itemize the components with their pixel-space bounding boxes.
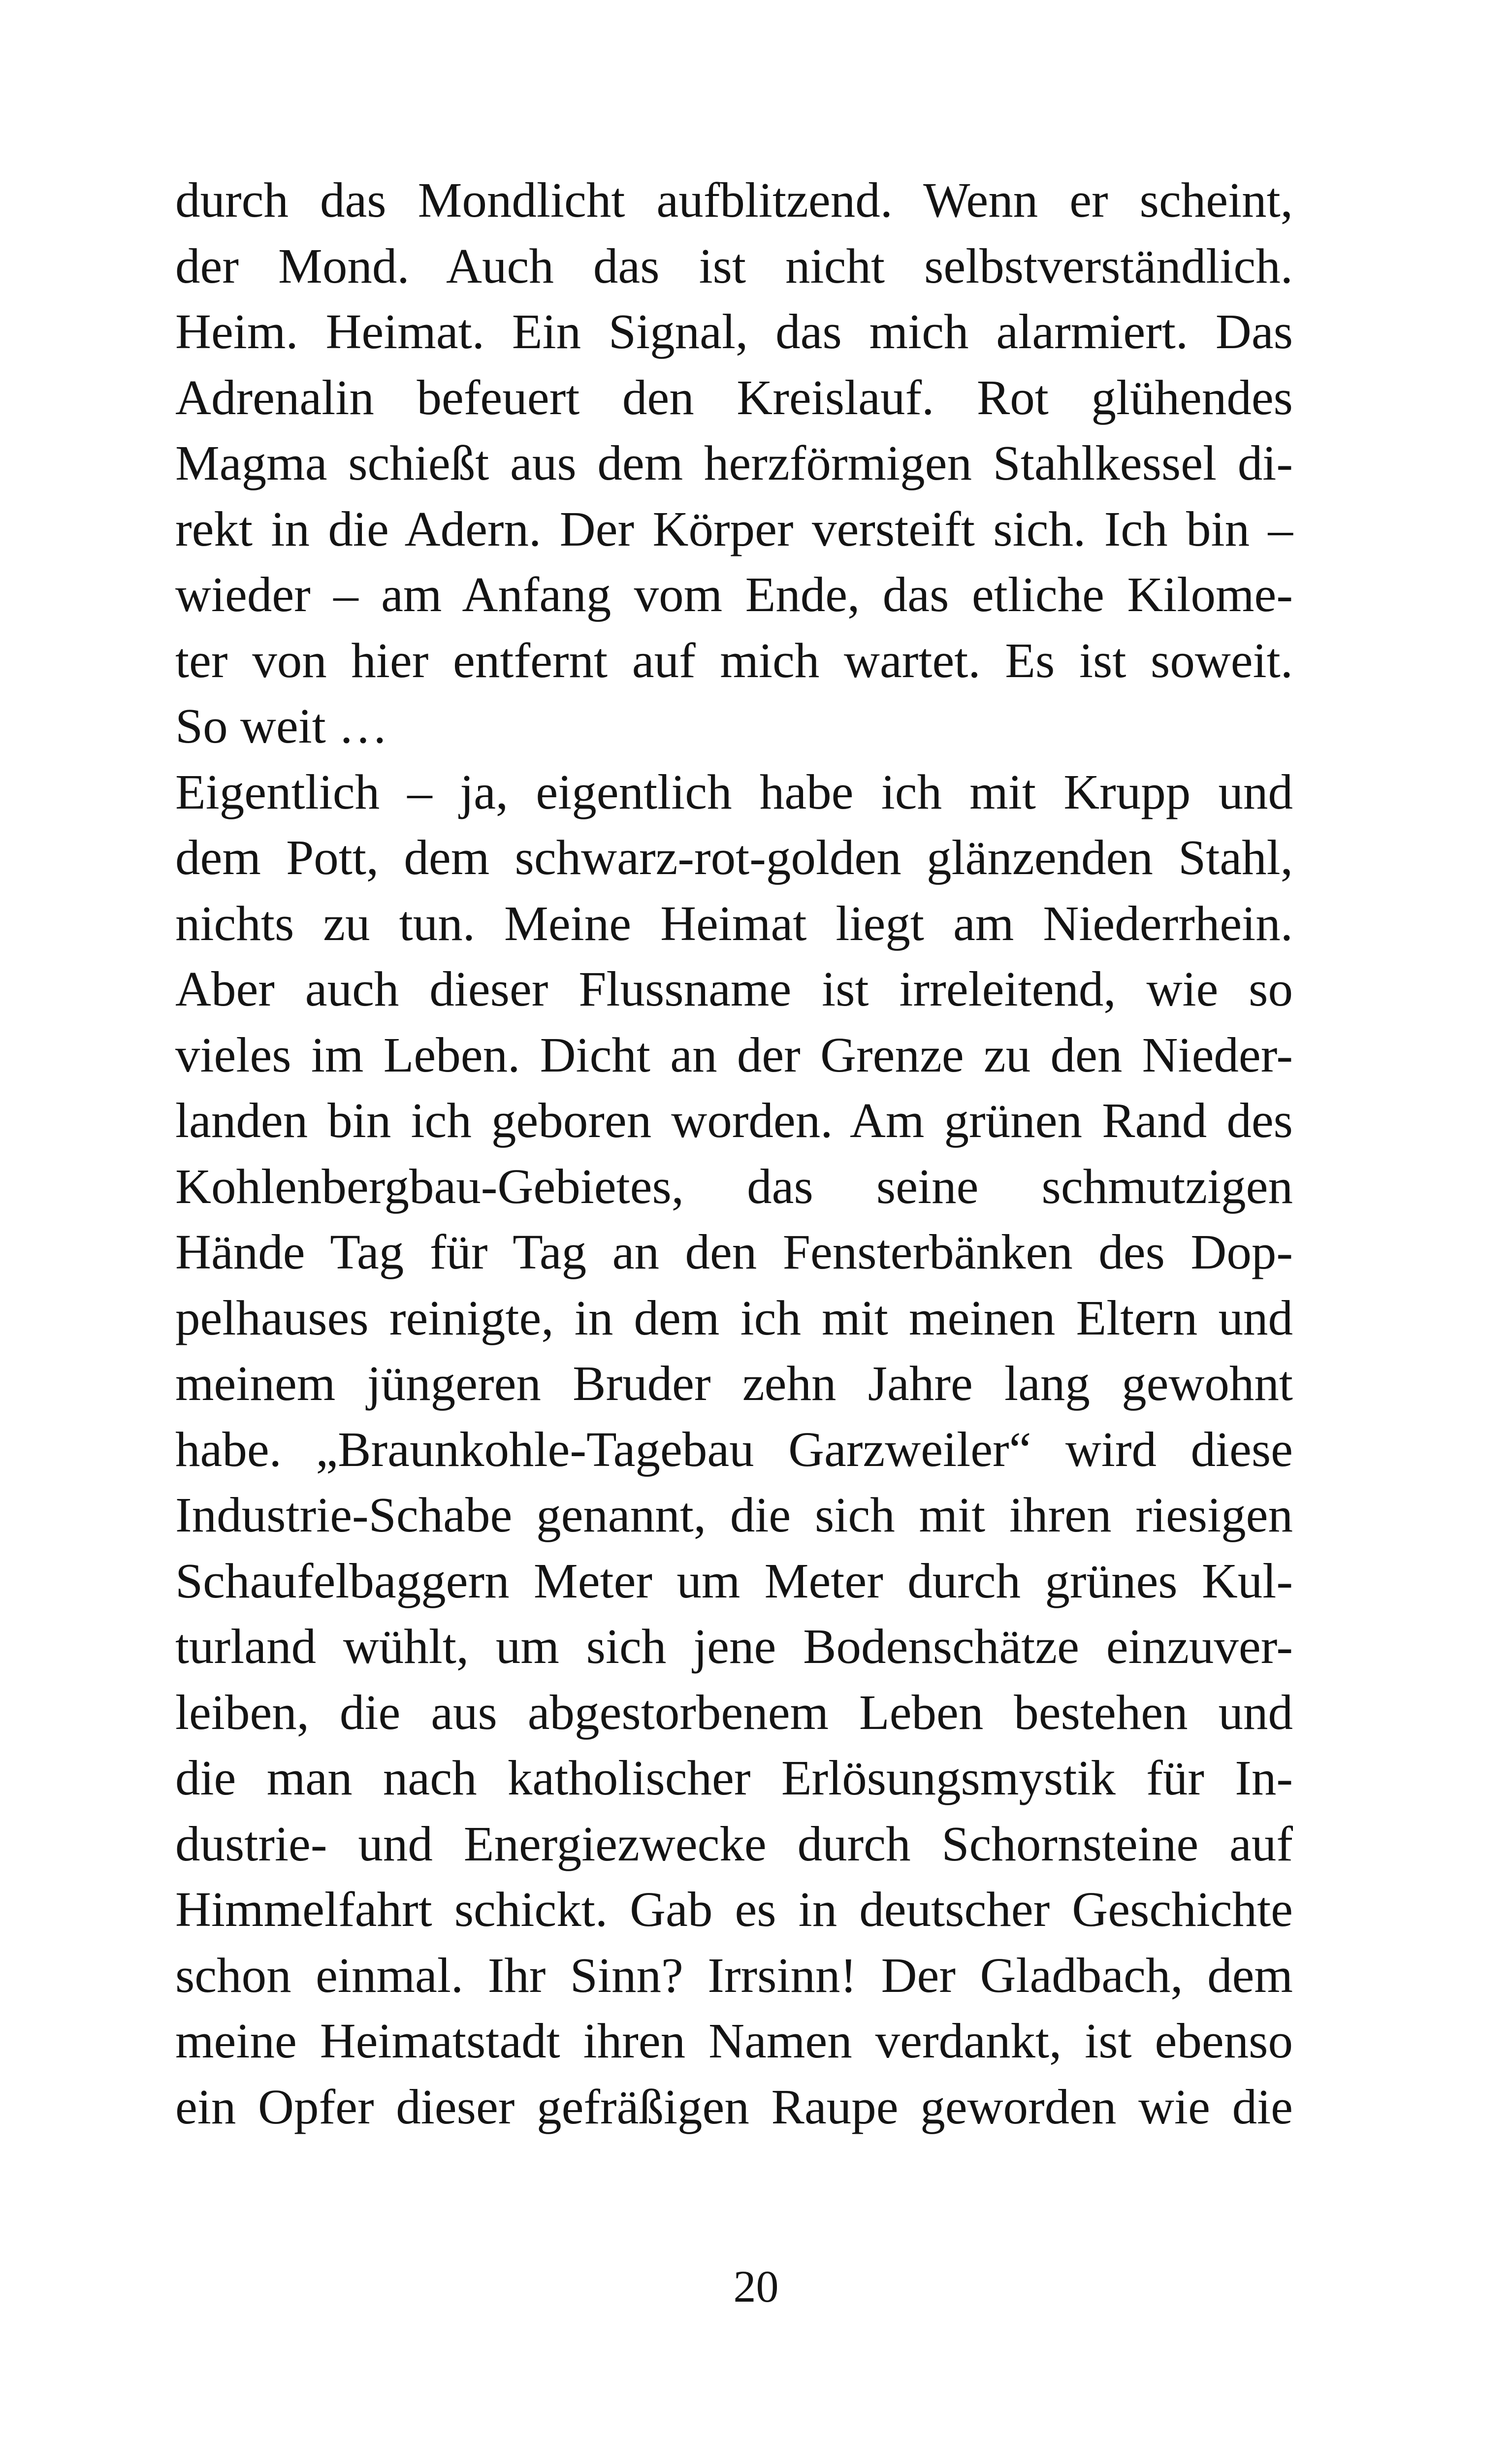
text-line: die man nach katholischer Erlösungsmystik für In- [175,1750,1293,1805]
text-line: So weit … [175,698,388,753]
text-line: dustrie- und Energiezwecke durch Schornsteine auf [175,1816,1293,1871]
page-number: 20 [733,2261,779,2312]
text-line: meinem jüngeren Bruder zehn Jahre lang gewohnt [175,1356,1293,1411]
text-line: Hände Tag für Tag an den Fensterbänken des Dop- [175,1224,1293,1279]
text-line: dem Pott, dem schwarz-rot-golden glänzenden Stahl, [175,830,1293,885]
text-line: nichts zu tun. Meine Heimat liegt am Niederrhein. [175,895,1293,951]
text-line: Adrenalin befeuert den Kreislauf. Rot glühendes [175,369,1293,425]
text-line: Aber auch dieser Flussname ist irreleitend, wie so [175,961,1293,1016]
text-line: vieles im Leben. Dicht an der Grenze zu den Nieder- [175,1027,1293,1082]
text-line: turland wühlt, um sich jene Bodenschätze einzuver- [175,1619,1293,1674]
text-line: wieder – am Anfang vom Ende, das etliche Kilome- [175,567,1293,622]
text-line: Schaufelbaggern Meter um Meter durch grünes Kul- [175,1553,1293,1608]
text-line: ein Opfer dieser gefräßigen Raupe geworden wie die [175,2079,1293,2134]
text-line: meine Heimatstadt ihren Namen verdankt, ist ebenso [175,2013,1293,2068]
text-line: rekt in die Adern. Der Körper versteift sich. Ich bin – [175,501,1293,556]
text-line: ter von hier entfernt auf mich wartet. Es ist soweit. [175,632,1293,688]
text-line: Himmelfahrt schickt. Gab es in deutscher Geschichte [175,1882,1293,1937]
text-line: Industrie-Schabe genannt, die sich mit ihren riesigen [175,1487,1293,1542]
text-line: Heim. Heimat. Ein Signal, das mich alarmiert. Das [175,304,1293,359]
text-line: Magma schießt aus dem herzförmigen Stahlkessel di- [175,435,1293,490]
text-line: habe. „Braunkohle-Tagebau Garzweiler“ wird diese [175,1421,1293,1477]
text-line: schon einmal. Ihr Sinn? Irrsinn! Der Gladbach, dem [175,1947,1293,2003]
text-line: der Mond. Auch das ist nicht selbstverständlich. [175,238,1293,293]
text-line: Eigentlich – ja, eigentlich habe ich mit Krupp und [175,764,1293,819]
text-line: durch das Mondlicht aufblitzend. Wenn er scheint, [175,172,1293,228]
text-line: pelhauses reinigte, in dem ich mit meinen Eltern und [175,1290,1293,1345]
text-line: landen bin ich geboren worden. Am grünen Rand des [175,1093,1293,1148]
body-text [175,167,1293,2140]
text-line: leiben, die aus abgestorbenem Leben bestehen und [175,1684,1293,1740]
text-line: Kohlenbergbau-Gebietes, das seine schmutzigen [175,1158,1293,1214]
